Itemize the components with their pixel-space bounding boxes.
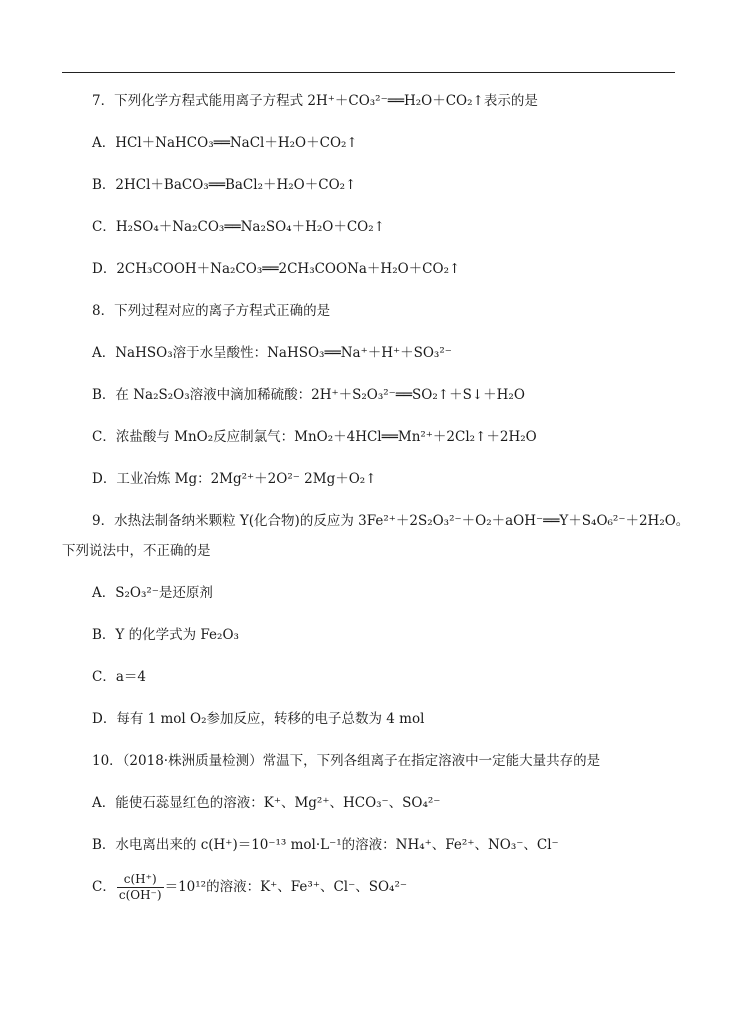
question-9-option-d: D．每有 1 mol O₂参加反应，转移的电子总数为 4 mol [92, 711, 425, 727]
option-c-suffix: ＝10¹²的溶液：K⁺、Fe³⁺、Cl⁻、SO₄²⁻ [164, 879, 407, 895]
question-9-option-b: B．Y 的化学式为 Fe₂O₃ [92, 627, 239, 643]
question-9-stem-continued: 下列说法中，不正确的是 [62, 543, 211, 559]
fraction-numerator: c(H⁺) [117, 872, 164, 888]
question-9-stem: 9．水热法制备纳米颗粒 Y(化合物)的反应为 3Fe²⁺＋2S₂O₃²⁻＋O₂＋aOH⁻══Y＋S₄O₆²⁻＋2H₂O。 [92, 513, 690, 529]
question-9-option-c: C．a＝4 [92, 669, 146, 685]
question-10-option-b: B．水电离出来的 c(H⁺)＝10⁻¹³ mol·L⁻¹的溶液：NH₄⁺、Fe²⁺、NO₃⁻、Cl⁻ [92, 837, 559, 853]
question-8-stem: 8．下列过程对应的离子方程式正确的是 [92, 303, 331, 319]
ratio-fraction [117, 872, 164, 903]
fraction-denominator: c(OH⁻) [118, 888, 162, 902]
question-8-option-d: D．工业冶炼 Mg：2Mg²⁺＋2O²⁻ 2Mg＋O₂↑ [92, 471, 377, 487]
question-7-option-d: D．2CH₃COOH＋Na₂CO₃══2CH₃COONa＋H₂O＋CO₂↑ [92, 261, 461, 277]
question-7-option-b: B．2HCl＋BaCO₃══BaCl₂＋H₂O＋CO₂↑ [92, 177, 357, 193]
question-8-option-a: A．NaHSO₃溶于水呈酸性：NaHSO₃══Na⁺＋H⁺＋SO₃²⁻ [92, 345, 452, 361]
question-7-stem: 7．下列化学方程式能用离子方程式 2H⁺＋CO₃²⁻══H₂O＋CO₂↑表示的是 [92, 93, 538, 109]
header-divider [62, 72, 675, 73]
question-9-option-a: A．S₂O₃²⁻是还原剂 [92, 585, 213, 601]
question-8-option-b: B．在 Na₂S₂O₃溶液中滴加稀硫酸：2H⁺＋S₂O₃²⁻══SO₂↑＋S↓＋H₂O [92, 387, 525, 403]
question-7-option-a: A．HCl＋NaHCO₃══NaCl＋H₂O＋CO₂↑ [92, 135, 358, 151]
question-7-option-c: C．H₂SO₄＋Na₂CO₃══Na₂SO₄＋H₂O＋CO₂↑ [92, 219, 385, 235]
question-10-option-c [92, 872, 407, 903]
question-10-option-a: A．能使石蕊显红色的溶液：K⁺、Mg²⁺、HCO₃⁻、SO₄²⁻ [92, 795, 441, 811]
option-c-prefix: C． [92, 879, 116, 895]
question-8-option-c: C．浓盐酸与 MnO₂反应制氯气：MnO₂＋4HCl══Mn²⁺＋2Cl₂↑＋2H₂O [92, 429, 537, 445]
question-10-stem: 10．（2018·株洲质量检测）常温下，下列各组离子在指定溶液中一定能大量共存的是 [92, 753, 601, 769]
